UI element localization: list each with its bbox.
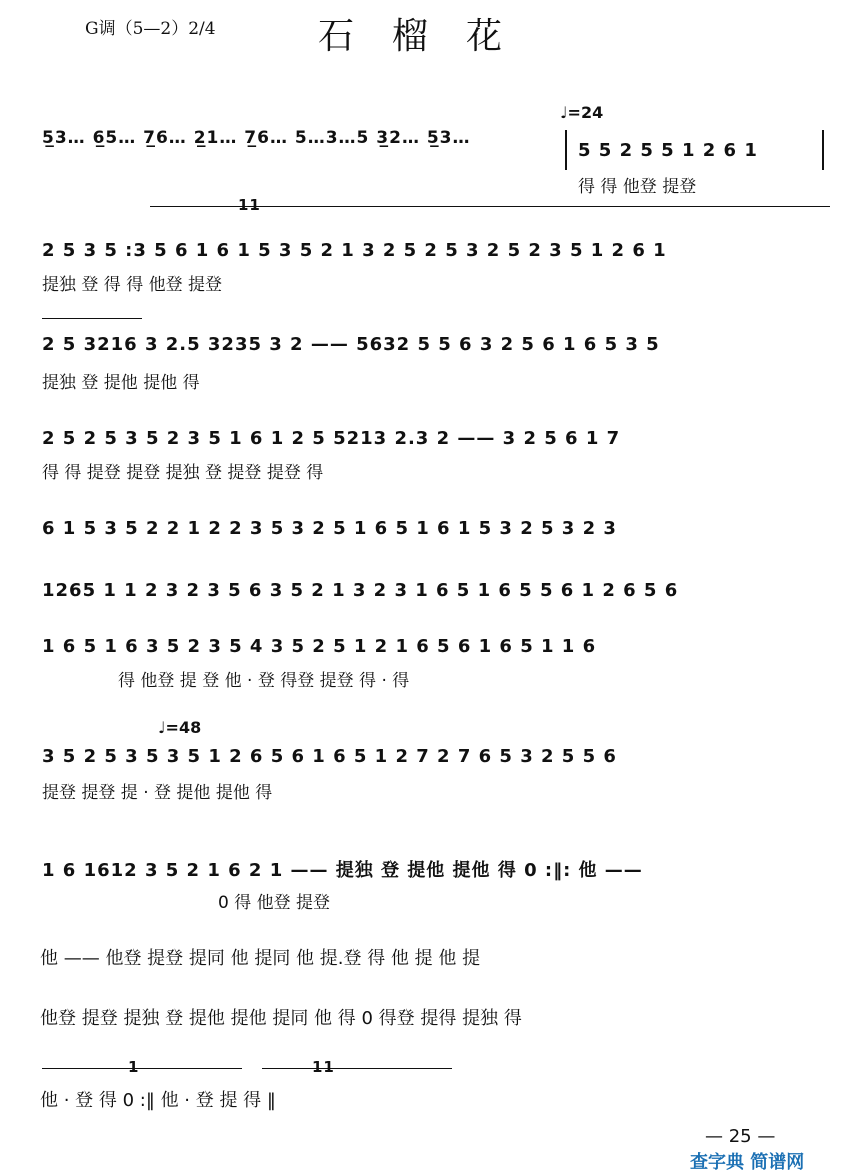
page-number: — 25 — bbox=[705, 1126, 776, 1147]
barline bbox=[565, 130, 567, 170]
row-2-notes: 2 5 3 5 :3 5 6 1 6 1 5 3 5 2 1 3 2 5 2 5 3 2 5 2 3 5 1 2 6 1 bbox=[42, 240, 667, 261]
watermark-logo: 查字典 简谱网 bbox=[690, 1152, 805, 1173]
row-9-lyrics: 0 得 他登 提登 bbox=[218, 893, 331, 913]
volta-number: 11 bbox=[238, 196, 261, 214]
row-10-text: 他 —— 他登 提登 提同 他 提同 他 提.登 得 他 提 他 提 bbox=[40, 948, 481, 969]
barline bbox=[822, 130, 824, 170]
row-12-text: 他 · 登 得 0 :‖ 他 · 登 提 得 ‖ bbox=[40, 1090, 276, 1111]
volta-bracket-1 bbox=[42, 1068, 242, 1069]
tempo-marking-1: ♩=24 bbox=[560, 103, 604, 122]
row-5-notes: 6 1 5 3 5 2 2 1 2 2 3 5 3 2 5 1 6 5 1 6 1 5 3 2 5 3 2 3 bbox=[42, 518, 617, 539]
volta-number-1: 1 bbox=[128, 1058, 140, 1076]
song-title: 石榴花 bbox=[318, 16, 541, 57]
row-2-lyrics: 提独 登 得 得 他登 提登 bbox=[42, 275, 223, 295]
row-1-notes: 5 5 2 5 5 1 2 6 1 bbox=[578, 140, 758, 161]
row-8-lyrics: 提登 提登 提 · 登 提他 提他 得 bbox=[42, 783, 273, 803]
row-7-lyrics: 得 他登 提 登 他 · 登 得登 提登 得 · 得 bbox=[118, 671, 410, 691]
row-9-notes: 1 6 1612 3 5 2 1 6 2 1 —— 提独 登 提他 提他 得 0 :‖: 他 —— bbox=[42, 860, 643, 881]
tie-line bbox=[42, 318, 142, 319]
row-3-notes: 2 5 3216 3 2.5 3235 3 2 —— 5632 5 5 6 3 2 5 6 1 6 5 3 5 bbox=[42, 334, 660, 355]
row-1-lyrics: 得 得 他登 提登 bbox=[578, 177, 697, 197]
tempo-marking-2: ♩=48 bbox=[158, 718, 202, 737]
row-4-lyrics: 得 得 提登 提登 提独 登 提登 提登 得 bbox=[42, 463, 324, 483]
intro-notes: 5̲3… 6̲5… 7̲6… 2̲1… 7̲6… 5…3…5 3̲2… 5̲3… bbox=[42, 128, 471, 148]
row-7-notes: 1 6 5 1 6 3 5 2 3 5 4 3 5 2 5 1 2 1 6 5 6 1 6 5 1 1 6 bbox=[42, 636, 597, 657]
row-8-notes: 3 5 2 5 3 5 3 5 1 2 6 5 6 1 6 5 1 2 7 2 7 6 5 3 2 5 5 6 bbox=[42, 746, 617, 767]
volta-bracket-2 bbox=[262, 1068, 452, 1069]
row-11-text: 他登 提登 提独 登 提他 提他 提同 他 得 0 得登 提得 提独 得 bbox=[40, 1008, 522, 1029]
volta-number-2: 11 bbox=[312, 1058, 335, 1076]
key-signature: G调（5—2）2/4 bbox=[85, 19, 216, 39]
row-4-notes: 2 5 2 5 3 5 2 3 5 1 6 1 2 5 5213 2.3 2 —— 3 2 5 6 1 7 bbox=[42, 428, 621, 449]
row-6-notes: 1265 1 1 2 3 2 3 5 6 3 5 2 1 3 2 3 1 6 5 1 6 5 5 6 1 2 6 5 6 bbox=[42, 580, 679, 601]
row-3-lyrics: 提独 登 提他 提他 得 bbox=[42, 373, 200, 393]
